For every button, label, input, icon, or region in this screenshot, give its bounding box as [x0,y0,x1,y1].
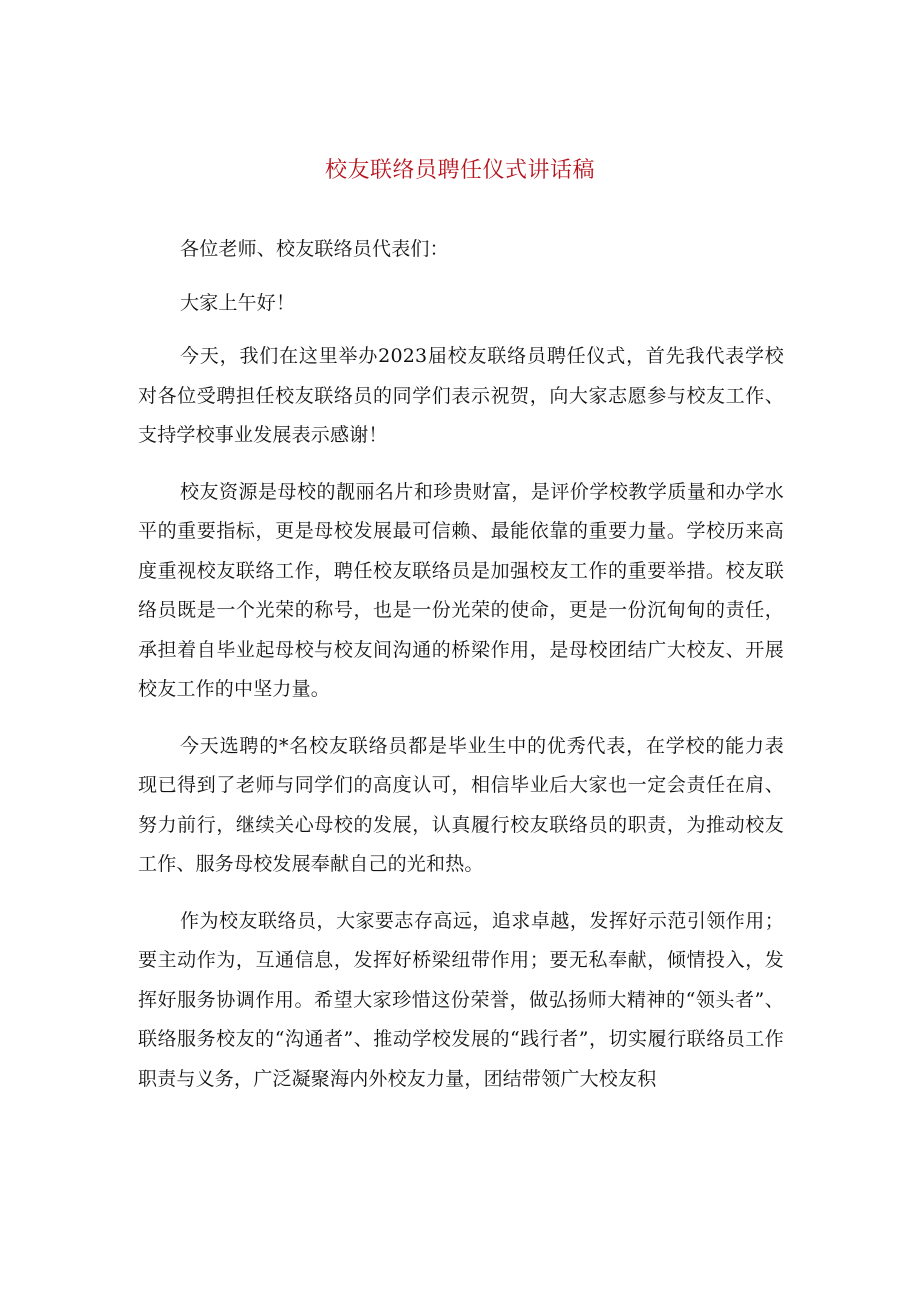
body-paragraph-1: 今天，我们在这里举办2023届校友联络员聘任仪式，首先我代表学校对各位受聘担任校友联络员的同学们表示祝贺，向大家志愿参与校友工作、支持学校事业发展表示感谢！ [138,345,784,446]
body-paragraph-2: 校友资源是母校的靓丽名片和珍贵财富，是评价学校教学质量和办学水平的重要指标，更是母校发展最可信赖、最能依靠的重要力量。学校历来高度重视校友联络工作，聘任校友联络员是加强校友工作的重要举措。校友联络员既是一个光荣的称号，也是一份光荣的使命，更是一份沉甸甸的责任，承担着自毕业起母校与校友间沟通的桥梁作用，是母校团结广大校友、开展校友工作的中坚力量。 [138,480,784,700]
document-title: 校友联络员聘任仪式讲话稿 [324,158,595,183]
greeting-paragraph: 大家上午好！ [180,291,296,314]
body-paragraph-3: 今天选聘的*名校友联络员都是毕业生中的优秀代表，在学校的能力表现已得到了老师与同学们的高度认可，相信毕业后大家也一定会责任在肩、努力前行，继续关心母校的发展，认真履行校友联络员的职责，为推动校友工作、服务母校发展奉献自己的光和热。 [138,734,784,875]
body-paragraph-4: 作为校友联络员，大家要志存高远，追求卓越，发挥好示范引领作用；要主动作为，互通信息，发挥好桥梁纽带作用；要无私奉献，倾情投入，发挥好服务协调作用。希望大家珍惜这份荣誉，做弘扬师大精神的“领头者”、联络服务校友的“沟通者”、推动学校发展的“践行者”，切实履行联络员工作职责与义务，广泛凝聚海内外校友力量，团结带领广大校友积 [138,909,784,1090]
salutation-paragraph: 各位老师、校友联络员代表们： [180,238,449,260]
document-body [138,230,784,1116]
